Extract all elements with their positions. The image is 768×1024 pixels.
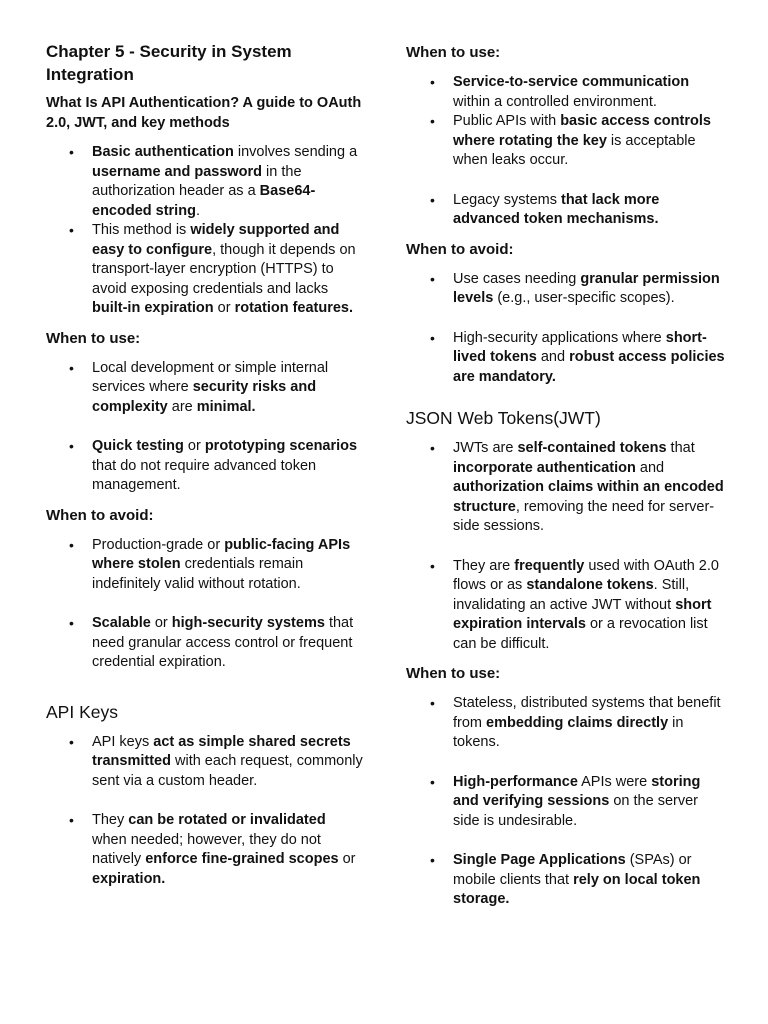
basic-auth-list (45, 143, 364, 319)
list-item (453, 773, 726, 832)
text-run: or (213, 300, 235, 316)
text-run: when needed; however, they do not natively (92, 831, 321, 867)
bold-text: security risks and complexity (92, 379, 317, 415)
list-item (453, 191, 726, 230)
text-run: They (92, 812, 129, 828)
text-run: . (195, 202, 200, 219)
text-run: High-security applications where (453, 329, 666, 346)
bold-text: basic access controls where rotating the key (453, 113, 711, 149)
text-run: Legacy systems (453, 191, 561, 208)
text-run: within a controlled environment. (453, 93, 657, 110)
list-item (92, 811, 364, 889)
text-run: or a revocation list can be difficult. (453, 616, 708, 652)
text-run: are (167, 398, 197, 415)
bold-text: Base64-encoded string (92, 183, 316, 219)
text-run: . Still, invalidating an active JWT without (453, 577, 690, 613)
chapter-title: Chapter 5 - Security in System Integration (46, 42, 292, 84)
list-item (453, 439, 726, 537)
chapter-subtitle: What Is API Authentication? A guide to OAuth 2.0, JWT, and key methods (46, 95, 362, 131)
text-run: or (183, 438, 205, 454)
text-run: , though it depends on transport-layer encryption (HTTPS) to avoid exposing credentials and lacks (92, 241, 356, 297)
when-to-use-heading: When to use: (46, 329, 141, 347)
basic-auth-when-to-use-list (45, 359, 364, 496)
bold-text: standalone tokens (526, 577, 654, 593)
text-run: Use cases needing (453, 270, 581, 287)
bold-text: Quick testing (92, 438, 184, 454)
text-run: Stateless, distributed systems that benefit from (453, 695, 721, 731)
text-run: involves sending a (233, 144, 358, 160)
list-item (92, 437, 364, 496)
bold-text: rotation features. (234, 300, 354, 316)
bold-text: Scalable (92, 615, 151, 631)
api-keys-when-to-avoid-list (406, 270, 726, 388)
bold-text: High-performance (453, 773, 578, 790)
text-run: Production-grade or (92, 536, 225, 553)
bold-text: enforce fine-grained scopes (145, 851, 339, 867)
bold-text: username and password (92, 163, 263, 180)
bold-text: can be rotated or invalidated (128, 812, 326, 828)
bold-text: self-contained tokens (517, 440, 667, 456)
text-run: API keys (92, 733, 154, 750)
jwt-when-to-use-list (406, 694, 726, 910)
list-item (92, 221, 364, 319)
text-run: This method is (92, 222, 191, 238)
when-to-avoid-heading: When to avoid: (46, 506, 154, 524)
list-item (453, 270, 726, 309)
basic-auth-when-to-avoid-list (45, 536, 364, 673)
bold-text: granular permission levels (453, 270, 720, 306)
list-item (92, 143, 364, 221)
list-item (92, 359, 364, 418)
when-to-use-heading: When to use: (406, 44, 501, 61)
api-keys-when-to-use-list (406, 73, 726, 230)
bold-text: short-lived tokens (453, 329, 707, 365)
list-item (92, 536, 364, 595)
text-run: and (536, 349, 570, 365)
bold-text: that lack more advanced token mechanisms. (453, 191, 660, 227)
text-run: on the server side is undesirable. (453, 793, 699, 829)
text-run: (e.g., user-specific scopes). (493, 290, 675, 306)
text-run: is acceptable when leaks occur. (453, 132, 696, 168)
api-keys-heading: API Keys (46, 701, 118, 722)
text-run: in tokens. (453, 714, 684, 750)
list-item (453, 851, 726, 910)
list-item (453, 557, 726, 655)
text-run: that do not require advanced token management. (92, 457, 317, 493)
bold-text: Service-to-service communication (453, 74, 690, 90)
text-run: Public APIs with (453, 113, 561, 129)
text-run: or (338, 851, 356, 867)
list-item (453, 329, 726, 388)
list-item (453, 73, 726, 112)
bold-text: storing and verifying sessions (453, 773, 701, 809)
bold-text: widely supported and easy to configure (92, 222, 340, 258)
text-run: with each request, commonly sent via a custom header. (92, 753, 363, 789)
text-run: that need granular access control or frequent credential expiration. (92, 615, 354, 670)
bold-text: public-facing APIs where stolen (92, 536, 351, 572)
bold-text: expiration. (92, 870, 166, 887)
bold-text: short expiration intervals (453, 596, 712, 632)
right-column (406, 43, 726, 920)
bold-text: Single Page Applications (453, 852, 626, 868)
bold-text: authorization claims within an encoded structure (453, 479, 724, 515)
text-run: Local development or simple internal services where (92, 359, 329, 395)
text-run: APIs were (577, 773, 652, 790)
bold-text: minimal. (196, 398, 256, 415)
text-run: JWTs are (453, 440, 518, 456)
list-item (453, 112, 726, 171)
text-run: that (666, 440, 695, 456)
when-to-use-heading: When to use: (406, 665, 501, 682)
bold-text: built-in expiration (92, 300, 214, 316)
text-run: or (150, 615, 172, 631)
bold-text: robust access policies are mandatory. (453, 349, 725, 385)
list-item (92, 733, 364, 792)
bold-text: Basic authentication (92, 144, 234, 160)
text-run: They are (453, 557, 515, 574)
text-run: used with OAuth 2.0 flows or as (453, 557, 719, 593)
bold-text: embedding claims directly (486, 714, 669, 731)
when-to-avoid-heading: When to avoid: (406, 240, 514, 258)
left-column (46, 40, 364, 899)
text-run: (SPAs) or mobile clients that (453, 852, 692, 888)
text-run: credentials remain indefinitely valid without rotation. (92, 556, 304, 592)
jwt-heading: JSON Web Tokens(JWT) (406, 408, 601, 428)
bold-text: incorporate authentication (453, 459, 636, 476)
list-item (92, 614, 364, 673)
bold-text: rely on local token storage. (453, 871, 701, 907)
jwt-list (406, 439, 726, 654)
api-keys-list (45, 733, 364, 890)
bold-text: act as simple shared secrets transmitted (92, 733, 351, 769)
bold-text: high-security systems (171, 615, 325, 631)
bold-text: frequently (514, 557, 585, 574)
bold-text: prototyping scenarios (204, 438, 358, 454)
text-run: , removing the need for server-side sessions. (453, 498, 715, 534)
text-run: and (635, 459, 665, 476)
list-item (453, 694, 726, 753)
text-run: in the authorization header as a (92, 163, 302, 199)
